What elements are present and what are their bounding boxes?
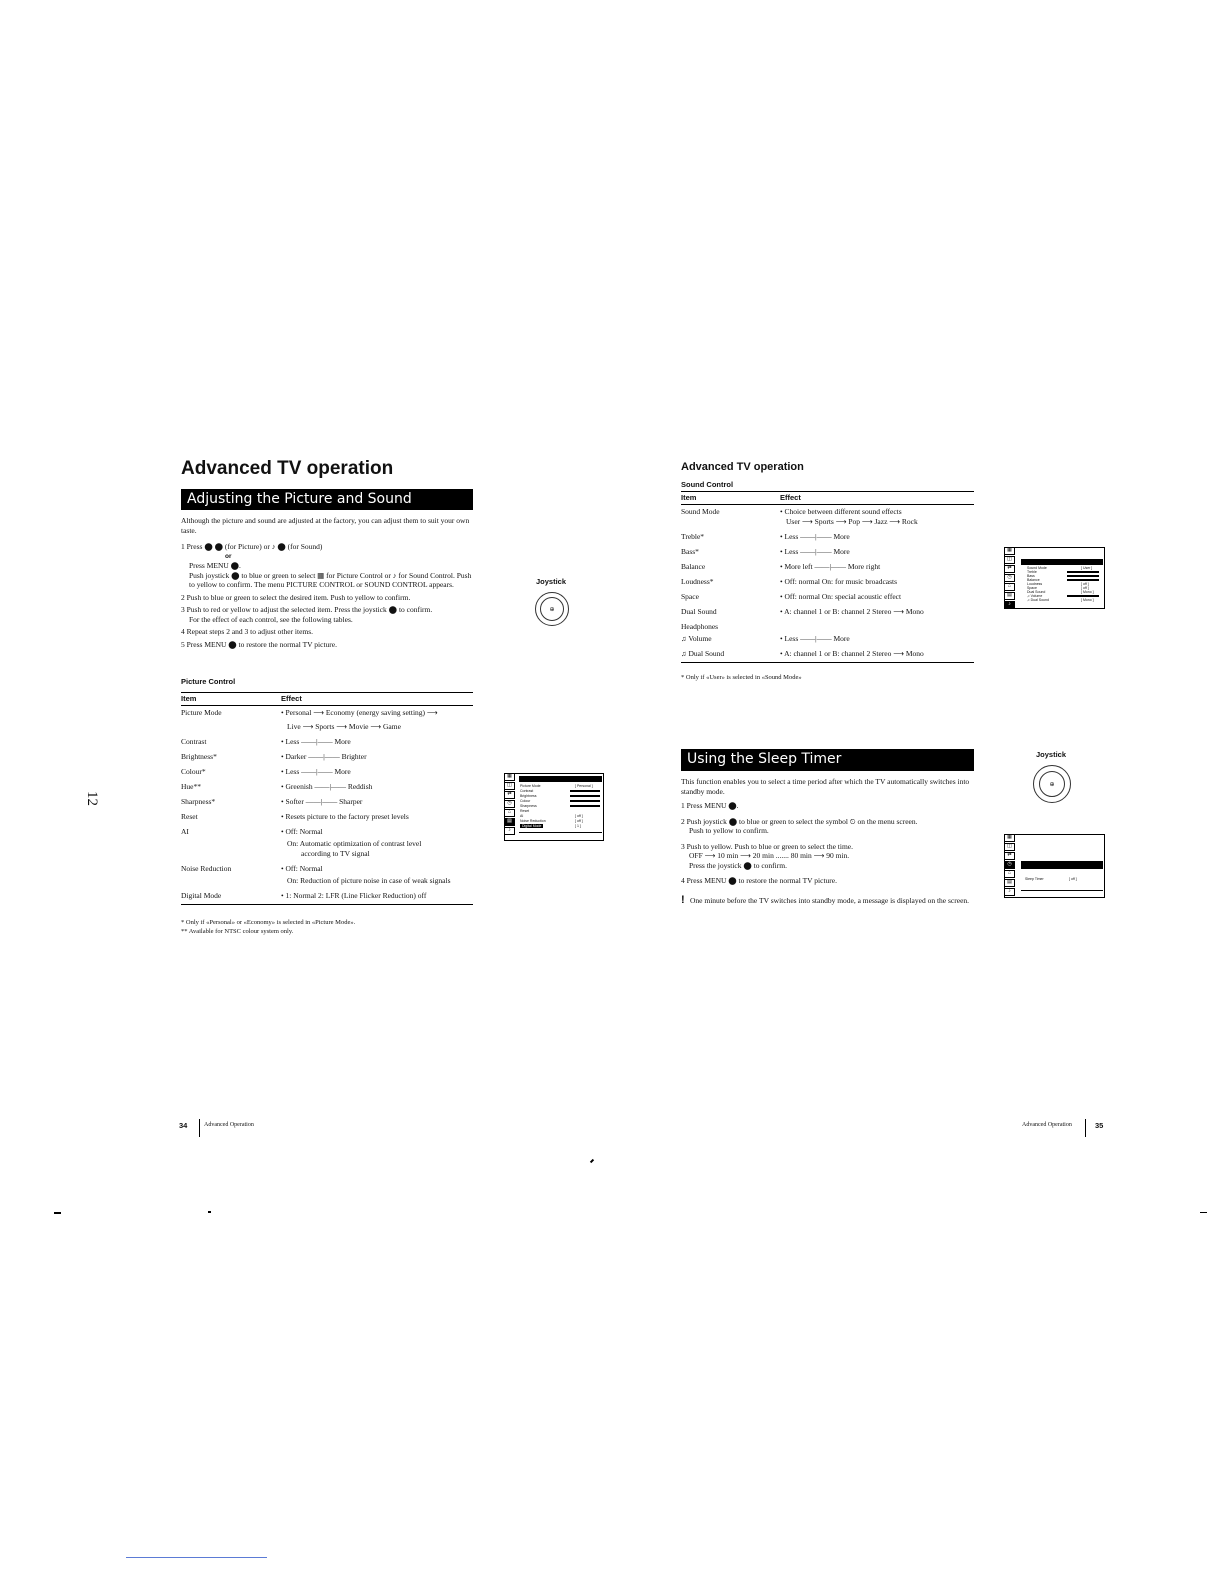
table-row	[181, 780, 473, 795]
menu-row: Bass	[1027, 574, 1035, 578]
menu-icon-column	[1004, 834, 1015, 897]
page-footer: Advanced Operation	[1022, 1122, 1072, 1128]
menu-row: Sound Mode	[1027, 566, 1047, 570]
table-row	[681, 575, 974, 590]
level-bar	[1067, 579, 1099, 581]
table-row	[181, 750, 473, 765]
sleep-steps-list	[681, 801, 973, 892]
music-icon: ♪	[504, 827, 515, 835]
item-cell: Headphones	[681, 622, 719, 631]
page-number: 34	[179, 1121, 188, 1130]
menu-value: [ off ]	[1081, 582, 1089, 586]
menu-divider	[1021, 890, 1103, 891]
effect-cell: • Less ——|—— More	[780, 634, 850, 643]
item-cell: Picture Mode	[181, 708, 222, 717]
table-row	[181, 810, 473, 825]
note-block	[681, 896, 973, 906]
effect-cell: • Resets picture to the factory preset levels	[281, 812, 409, 821]
step-text: 2 Push to blue or green to select the desired item. Push to yellow to confirm.	[181, 592, 411, 602]
menu-icon-column	[504, 773, 515, 836]
column-header-effect: Effect	[774, 492, 974, 505]
menu-title-bar	[1021, 559, 1103, 565]
preset-icon: ⌂	[504, 809, 515, 817]
joystick-icon: ⊕	[1033, 765, 1071, 803]
section-banner-sleep-timer: Using the Sleep Timer	[681, 749, 974, 771]
menu-row: Reset	[520, 809, 530, 813]
footer-divider	[199, 1119, 200, 1137]
table-row	[681, 632, 974, 647]
joystick-label: Joystick	[536, 577, 567, 586]
sleep-menu-screen	[1004, 834, 1105, 898]
step-text: 4 Repeat steps 2 and 3 to adjust other items.	[181, 627, 314, 636]
table-row	[681, 560, 974, 575]
effect-cell: • Softer ——|—— Sharper	[281, 797, 363, 806]
effect-cell: • Off: normal On: special acoustic effect	[780, 592, 902, 601]
teletext-icon: ▤	[1004, 879, 1015, 887]
menu-row: Sleep Timer	[1025, 877, 1044, 881]
item-cell: Brightness*	[181, 752, 217, 761]
sleep-intro-text: This function enables you to select a time period after which the TV automatically switches into standby mode.	[681, 777, 970, 796]
joystick-icon: ⊕	[535, 592, 569, 626]
table-row	[681, 647, 974, 663]
step-text: 1 Press ⬤ ⬤ (for Picture) or ♪ ⬤ (for Sound)	[181, 542, 323, 551]
effect-cell	[275, 862, 473, 889]
sound-icon: ◫	[504, 782, 515, 790]
effect-text: • Choice between different sound effects	[780, 507, 902, 516]
step-text: 2 Push joystick ⬤ to blue or green to select the symbol ⏲ on the menu screen.	[681, 816, 918, 826]
sound-icon: ◫	[1004, 556, 1015, 564]
step-3	[681, 842, 973, 871]
sound-control-footnote: * Only if «User» is selected in «Sound Mode»	[681, 674, 802, 681]
footnote: * Only if «Personal» or «Economy» is selected in «Picture Mode».	[181, 919, 356, 926]
table-row	[681, 545, 974, 560]
table-row	[681, 530, 974, 545]
menu-value: [ Personal ]	[575, 784, 593, 788]
menu-row: ♫ Dual Sound	[1027, 598, 1049, 602]
effect-cell: • A: channel 1 or B: channel 2 Stereo ⟶ Mono	[774, 647, 974, 663]
menu-value: [ 1 ]	[575, 824, 581, 828]
table-row	[681, 505, 974, 531]
step-text: OFF ⟶ 10 min ⟶ 20 min ....... 80 min ⟶ 90 min.	[689, 851, 850, 860]
effect-cell	[774, 620, 974, 632]
item-cell: Sound Mode	[681, 507, 720, 516]
table-row	[681, 620, 974, 632]
step-text: Push to yellow to confirm.	[689, 826, 769, 835]
column-header-item: Item	[181, 693, 275, 706]
step-text: 4 Press MENU ⬤ to restore the normal TV picture.	[681, 876, 838, 885]
level-bar	[570, 805, 600, 807]
table-row	[181, 795, 473, 810]
table-header	[181, 693, 473, 706]
menu-title-bar	[519, 776, 602, 782]
timer-icon: ◷	[504, 800, 515, 808]
menu-row: Treble	[1027, 570, 1037, 574]
joystick-label: Joystick	[1036, 750, 1067, 759]
column-header-effect: Effect	[275, 693, 473, 706]
menu-value: [ off ]	[575, 814, 583, 818]
menu-row-selected: Digital Mode	[522, 824, 542, 828]
picture-control-title: Picture Control	[181, 677, 236, 686]
picture-menu-screen	[504, 773, 604, 841]
menu-value: [ Mono ]	[1081, 590, 1094, 594]
menu-divider	[519, 832, 602, 833]
menu-row: Noise Reduction	[520, 819, 546, 823]
item-cell: Reset	[181, 812, 198, 821]
menu-value: [ off ]	[1069, 877, 1077, 881]
sound-menu-screen	[1004, 547, 1105, 609]
step-1	[181, 542, 473, 590]
table-row	[181, 825, 473, 862]
step-1	[681, 801, 973, 811]
menu-row: Sharpness	[520, 804, 537, 808]
effect-cell: • Less ——|—— More	[281, 767, 351, 776]
effect-cell: • Greenish ——|—— Reddish	[281, 782, 373, 791]
item-cell: Sharpness*	[181, 797, 216, 806]
effect-text: • Off: Normal	[281, 864, 323, 873]
item-cell: Bass*	[681, 547, 699, 556]
item-cell: Balance	[681, 562, 706, 571]
item-cell: ♫ Volume	[681, 634, 712, 643]
item-cell: Noise Reduction	[181, 864, 232, 873]
timer-icon: ◷	[1004, 861, 1015, 869]
table-row	[181, 765, 473, 780]
menu-row: Loudness	[1027, 582, 1043, 586]
effect-cell: • Less ——|—— More	[281, 737, 351, 746]
sound-icon: ◫	[1004, 843, 1015, 851]
effect-cell: • A: channel 1 or B: channel 2 Stereo ⟶ Mono	[780, 607, 924, 616]
side-page-number: 12	[84, 791, 100, 806]
page-heading: Advanced TV operation	[181, 458, 394, 479]
column-header-item: Item	[681, 492, 774, 505]
menu-value: [ off ]	[575, 819, 583, 823]
preset-icon: ⌂	[1004, 583, 1015, 591]
step-3	[181, 605, 473, 624]
effect-cell	[774, 505, 974, 531]
effect-cell	[275, 706, 473, 736]
table-row	[681, 590, 974, 605]
effect-text: • Off: Normal	[281, 827, 323, 836]
level-bar	[1067, 571, 1099, 573]
step-text: 5 Press MENU ⬤ to restore the normal TV picture.	[181, 639, 338, 649]
teletext-icon: ▤	[504, 818, 515, 826]
timer-icon: ◷	[1004, 574, 1015, 582]
music-icon: ♪	[1004, 888, 1015, 896]
item-cell: Treble*	[681, 532, 705, 541]
sound-control-title: Sound Control	[681, 480, 734, 489]
effect-cell: • Less ——|—— More	[780, 532, 850, 541]
menu-value: [ Mono ]	[1081, 598, 1094, 602]
menu-row: ♫ Volume	[1027, 594, 1043, 598]
menu-row: Contrast	[520, 789, 534, 793]
step-4	[681, 876, 973, 886]
level-bar	[1067, 595, 1099, 597]
step-text: 1 Press MENU ⬤.	[681, 801, 739, 810]
picture-control-table	[181, 692, 473, 905]
input-icon: ⇄	[504, 791, 515, 799]
exclamation-icon: !	[681, 894, 685, 906]
level-bar	[1067, 575, 1099, 577]
picture-icon: ▦	[504, 773, 515, 781]
step-text: For the effect of each control, see the following tables.	[189, 614, 353, 624]
table-row	[181, 735, 473, 750]
item-cell: Dual Sound	[681, 607, 717, 616]
step-text: 3 Push to red or yellow to adjust the selected item. Press the joystick ⬤ to confirm.	[181, 605, 433, 614]
item-cell: Loudness*	[681, 577, 714, 586]
picture-icon: ▦	[1004, 834, 1015, 842]
sound-control-table	[681, 491, 974, 663]
menu-row: Picture Mode	[520, 784, 541, 788]
level-bar	[570, 800, 600, 802]
effect-text: On: Automatic optimization of contrast level	[287, 839, 422, 848]
menu-row: AI	[520, 814, 524, 818]
steps-list	[181, 542, 473, 652]
preset-icon: ⌂	[1004, 870, 1015, 878]
effect-text: On: Reduction of picture noise in case of weak signals	[287, 876, 451, 885]
table-header	[681, 492, 974, 505]
effect-cell: • Less ——|—— More	[780, 547, 850, 556]
item-cell: Contrast	[181, 737, 207, 746]
table-row	[681, 605, 974, 620]
effect-text: Live ⟶ Sports ⟶ Movie ⟶ Game	[287, 722, 401, 731]
step-text: Press the joystick ⬤ to confirm.	[689, 860, 787, 870]
picture-icon: ▦	[1004, 547, 1015, 555]
menu-value: [ User ]	[1081, 566, 1093, 570]
input-icon: ⇄	[1004, 852, 1015, 860]
scan-mark	[54, 1212, 61, 1214]
menu-icon-column	[1004, 547, 1015, 610]
step-text: Press MENU ⬤.	[189, 561, 241, 570]
menu-title-bar	[1021, 861, 1103, 869]
picture-control-footnotes	[181, 918, 355, 936]
effect-text: according to TV signal	[301, 849, 370, 858]
item-cell: ♫ Dual Sound	[681, 647, 774, 663]
menu-value: [ off ]	[1081, 586, 1089, 590]
scan-mark	[208, 1211, 211, 1213]
link-underline	[126, 1557, 267, 1558]
table-row	[181, 889, 473, 905]
menu-row: Brightness	[520, 794, 537, 798]
note-text: One minute before the TV switches into standby mode, a message is displayed on the screen.	[690, 896, 970, 905]
step-2	[681, 817, 973, 836]
footnote: ** Available for NTSC colour system only.	[181, 928, 294, 935]
item-cell: Hue**	[181, 782, 201, 791]
music-icon: ♪	[1004, 601, 1015, 609]
menu-row: Balance	[1027, 578, 1040, 582]
intro-text: Although the picture and sound are adjusted at the factory, you can adjust them to suit your own taste.	[181, 516, 470, 535]
scan-mark	[590, 1159, 594, 1163]
menu-row: Space	[1027, 586, 1037, 590]
step-text: 3 Push to yellow. Push to blue or green to select the time.	[681, 841, 853, 851]
menu-row: Dual Sound	[1027, 590, 1046, 594]
effect-text: User ⟶ Sports ⟶ Pop ⟶ Jazz ⟶ Rock	[786, 517, 918, 526]
effect-cell: • More left ——|—— More right	[780, 562, 881, 571]
effect-cell: • Off: normal On: for music broadcasts	[780, 577, 898, 586]
item-cell: Space	[681, 592, 699, 601]
scan-mark	[1200, 1212, 1207, 1213]
page-heading: Advanced TV operation	[681, 461, 804, 473]
step-text: Push joystick ⬤ to blue or green to select ▦ for Picture Control or ♪ for Sound Control. Push to yellow to confirm. The menu PICTURE CONTROL or SOUND CONTROL appears.	[189, 570, 472, 589]
footer-divider	[1085, 1119, 1086, 1137]
level-bar	[570, 790, 600, 792]
menu-row: Colour	[520, 799, 531, 803]
effect-cell	[275, 825, 473, 862]
item-cell: AI	[181, 827, 189, 836]
input-icon: ⇄	[1004, 565, 1015, 573]
step-4	[181, 627, 473, 637]
step-or: or	[225, 552, 232, 560]
effect-text: • Personal ⟶ Economy (energy saving setting) ⟶	[281, 708, 438, 717]
effect-cell: • Darker ——|—— Brighter	[281, 752, 367, 761]
section-banner-picture-sound: Adjusting the Picture and Sound	[181, 489, 473, 510]
item-cell: Colour*	[181, 767, 206, 776]
page-footer: Advanced Operation	[204, 1122, 254, 1128]
item-cell: Digital Mode	[181, 889, 275, 905]
table-row	[181, 706, 473, 736]
step-2	[181, 593, 473, 603]
teletext-icon: ▤	[1004, 592, 1015, 600]
level-bar	[570, 795, 600, 797]
page-number: 35	[1095, 1121, 1104, 1130]
step-5	[181, 640, 473, 650]
table-row	[181, 862, 473, 889]
effect-cell: • 1: Normal 2: LFR (Line Flicker Reduction) off	[275, 889, 473, 905]
